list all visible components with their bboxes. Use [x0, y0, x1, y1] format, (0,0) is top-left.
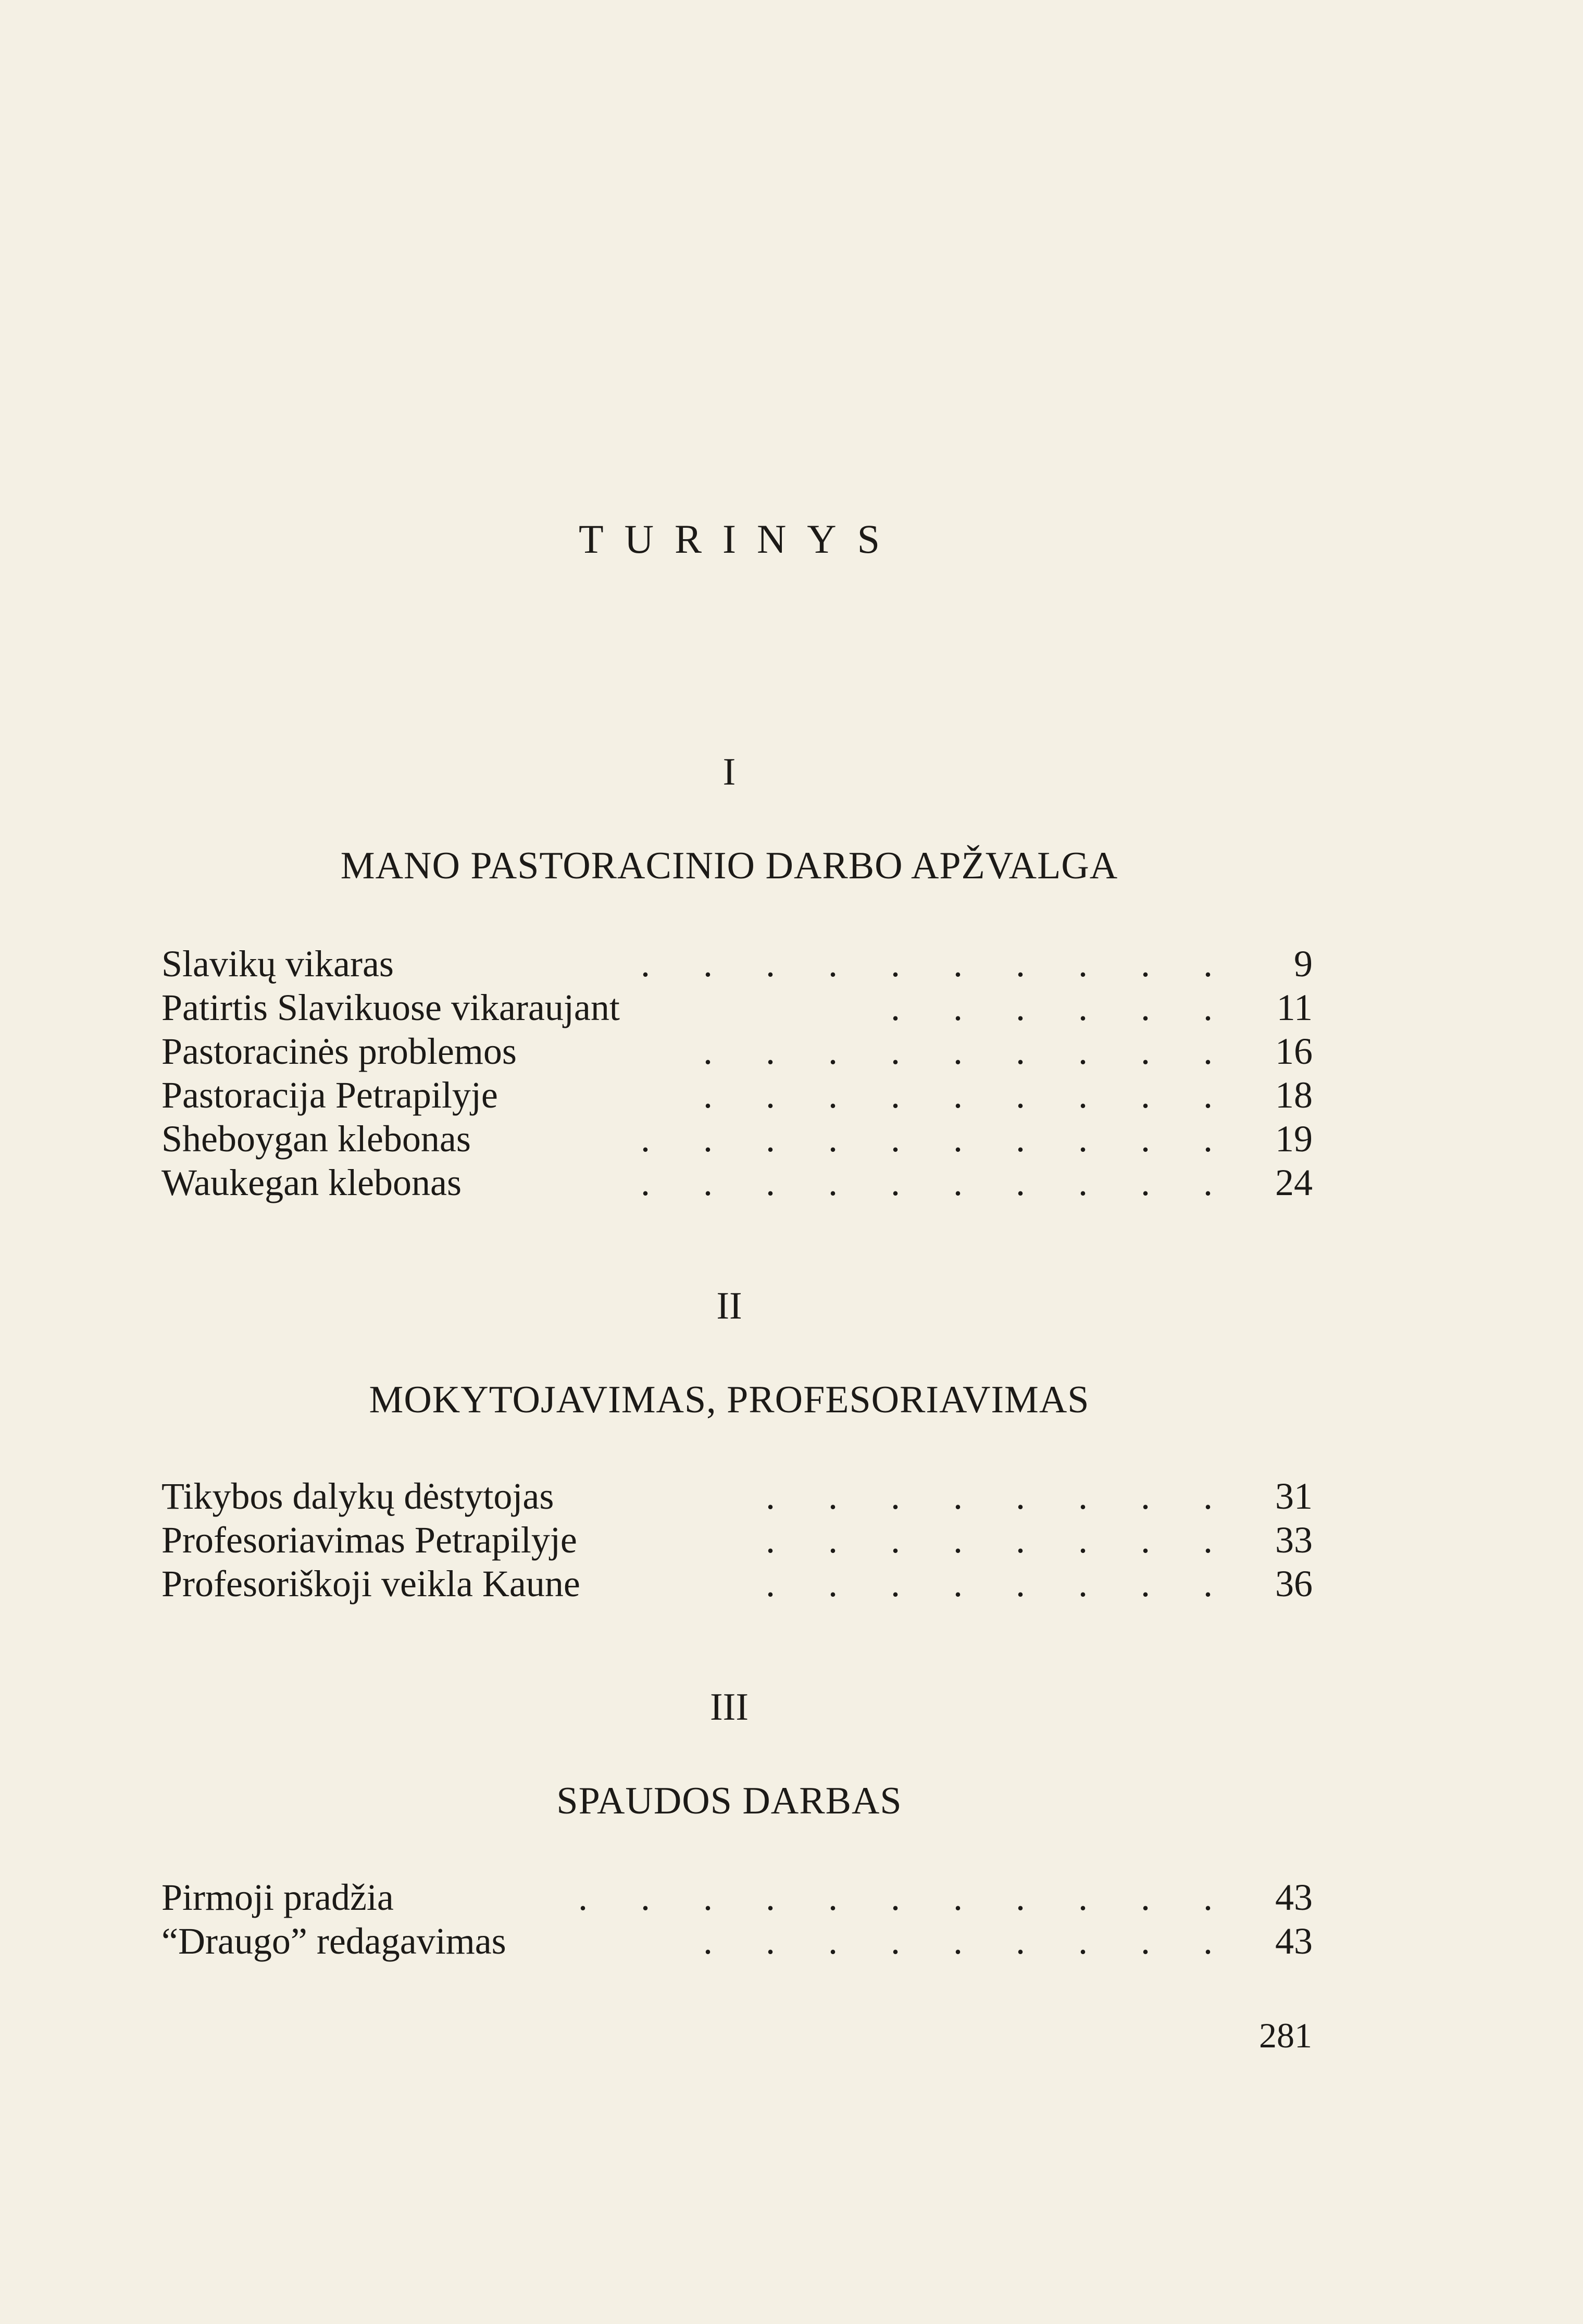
toc-entry-title: Waukegan klebonas	[161, 1162, 462, 1203]
toc-entry-title: “Draugo” redagavimas	[161, 1920, 506, 1962]
toc-entry-leader: . . . . . . . . . .	[641, 1118, 1235, 1160]
toc-entry-leader: . . . . . . . .	[766, 1475, 1235, 1517]
toc-entry[interactable]	[161, 986, 1313, 1029]
toc-entry-leader: . . . . . . . . . .	[641, 1162, 1235, 1203]
toc-entry-leader: . . . . . . . .	[766, 1519, 1235, 1561]
toc-entry-leader: . . . . . . . . . .	[641, 943, 1235, 985]
toc-entry-leader: . . . . . . . .	[766, 1563, 1235, 1605]
section-numeral-2: II	[716, 1285, 742, 1327]
toc-entry-leader: . . . . . .	[891, 987, 1235, 1028]
toc-entry-page: 24	[1275, 1162, 1313, 1203]
toc-entry-page: 18	[1275, 1074, 1313, 1116]
section-numeral-1: I	[722, 751, 736, 793]
toc-entry[interactable]	[161, 1562, 1313, 1606]
section-heading-3: SPAUDOS DARBAS	[556, 1780, 902, 1822]
section-heading-2: MOKYTOJAVIMAS, PROFESORIAVIMAS	[369, 1378, 1090, 1421]
toc-entry[interactable]	[161, 1073, 1313, 1117]
toc-list-1	[161, 942, 1313, 1204]
contents-title: TURINYS	[578, 516, 901, 562]
toc-entry-title: Pastoracija Petrapilyje	[161, 1074, 498, 1116]
toc-entry-title: Sheboygan klebonas	[161, 1118, 471, 1160]
toc-entry-page: 33	[1275, 1519, 1313, 1561]
toc-entry[interactable]	[161, 1919, 1313, 1963]
toc-entry-title: Profesoriavimas Petrapilyje	[161, 1519, 577, 1561]
toc-entry[interactable]	[161, 942, 1313, 986]
toc-entry-page: 11	[1276, 987, 1313, 1028]
page-number: 281	[1259, 2016, 1312, 2055]
toc-entry-page: 43	[1275, 1876, 1313, 1918]
toc-entry[interactable]	[161, 1117, 1313, 1161]
toc-entry-page: 31	[1275, 1475, 1313, 1517]
toc-entry-leader: . . . . . . . . .	[703, 1074, 1235, 1116]
toc-entry-title: Patirtis Slavikuose vikaraujant	[161, 987, 620, 1028]
toc-entry[interactable]	[161, 1161, 1313, 1204]
toc-entry-page: 43	[1275, 1920, 1313, 1962]
toc-entry[interactable]	[161, 1029, 1313, 1073]
toc-entry-leader: . . . . . . . . .	[703, 1920, 1235, 1962]
toc-entry[interactable]	[161, 1474, 1313, 1518]
toc-entry-page: 36	[1275, 1563, 1313, 1605]
toc-entry[interactable]	[161, 1518, 1313, 1562]
toc-entry-page: 9	[1294, 943, 1313, 985]
toc-entry[interactable]	[161, 1875, 1313, 1919]
toc-list-3	[161, 1875, 1313, 1963]
toc-entry-title: Tikybos dalykų dėstytojas	[161, 1475, 554, 1517]
toc-list-2	[161, 1474, 1313, 1606]
toc-entry-title: Profesoriškoji veikla Kaune	[161, 1563, 580, 1605]
section-heading-1: MANO PASTORACINIO DARBO APŽVALGA	[340, 844, 1118, 887]
toc-entry-title: Slavikų vikaras	[161, 943, 394, 985]
toc-entry-title: Pastoracinės problemos	[161, 1030, 517, 1072]
toc-entry-page: 16	[1275, 1030, 1313, 1072]
toc-entry-leader: . . . . . . . . . . .	[578, 1876, 1235, 1918]
toc-entry-title: Pirmoji pradžia	[161, 1876, 394, 1918]
section-numeral-3: III	[710, 1686, 749, 1729]
toc-entry-page: 19	[1275, 1118, 1313, 1160]
toc-entry-leader: . . . . . . . . .	[703, 1030, 1235, 1072]
